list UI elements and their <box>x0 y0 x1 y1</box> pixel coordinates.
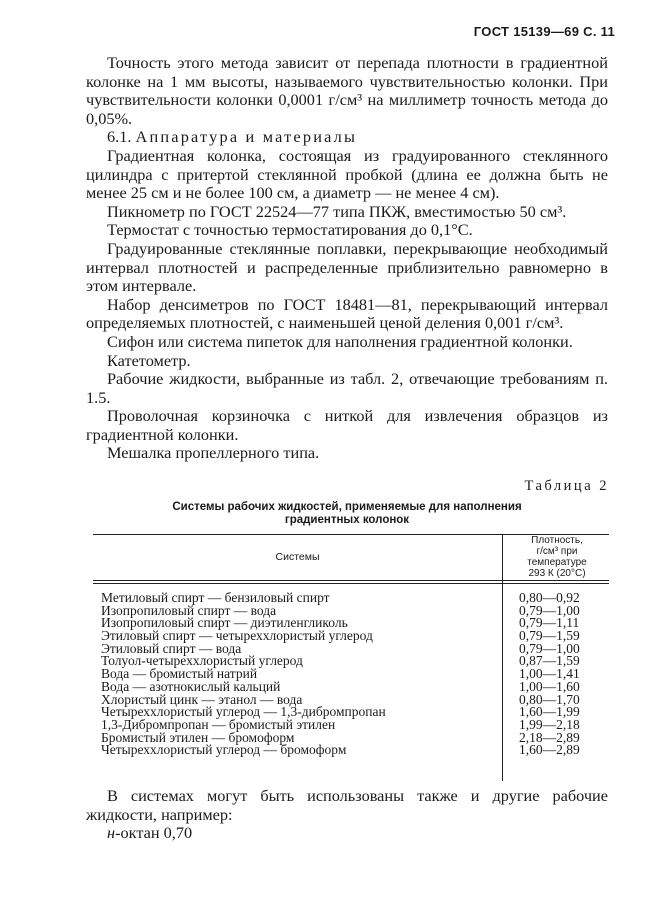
table-title-line: Системы рабочих жидкостей, применяемые для наполнения <box>172 501 522 513</box>
column-header-systems: Системы <box>275 551 320 563</box>
system-cell: Вода — бромистый натрий <box>101 666 258 682</box>
column-header-line: Плотность, <box>531 535 583 546</box>
density-cell: 1,99—2,18 <box>519 716 580 732</box>
list-item: Сифон или система пипеток для наполнения градиентной колонки. <box>107 331 573 351</box>
density-cell: 1,00—1,60 <box>519 678 580 694</box>
column-header-density <box>505 535 609 579</box>
density-cell: 0,80—0,92 <box>519 590 580 605</box>
section-heading <box>86 128 608 147</box>
density-cell: 0,87—1,59 <box>519 653 580 669</box>
system-cell: Четыреххлористый углерод — 1,3-дибромпропан <box>101 704 386 720</box>
list-item: Рабочие жидкости, выбранные из табл. 2, отвечающие требованиям п. 1.5. <box>86 369 608 407</box>
density-cell: 0,79—1,00 <box>519 640 580 656</box>
system-cell: Бромистый этилен — бромоформ <box>101 729 295 745</box>
section-title: Аппаратура и материалы <box>135 127 358 147</box>
list-item: Мешалка пропеллерного типа. <box>107 443 320 463</box>
paragraph: В системах могут быть использованы также и другие рабочие жидкости, например: <box>86 786 608 824</box>
list-item: Проволочная корзиночка с ниткой для извлечения образцов из градиентной колонки. <box>86 406 608 444</box>
table-title <box>86 501 608 527</box>
column-header-line: температуре <box>527 557 587 568</box>
table-row <box>101 744 609 757</box>
density-cell: 0,79—1,59 <box>519 628 580 644</box>
density-cell: 2,18—2,89 <box>519 729 580 745</box>
table-body <box>101 592 609 757</box>
system-cell: Метиловый спирт — бензиловый спирт <box>101 590 330 605</box>
example-italic: н <box>107 823 116 843</box>
list-item: Градиентная колонка, состоящая из градуированного стеклянного цилиндра с притертой стеклянной пробкой (длина ее должна быть не менее 25 см и не более 100 см, а диаметр — не менее 4 см). <box>86 145 608 203</box>
list-item: Катетометр. <box>107 350 191 370</box>
section-number: 6.1. <box>107 127 132 147</box>
density-cell: 1,00—1,41 <box>519 666 580 682</box>
systems-table <box>93 534 609 781</box>
page-header: ГОСТ 15139—69 С. 11 <box>473 24 615 39</box>
system-cell: Толуол-четыреххлористый углерод <box>101 653 303 669</box>
table-rule-header-double <box>93 583 609 584</box>
list-item: Термостат с точностью термостатирования до 0,1°С. <box>107 220 473 240</box>
table-title-line: градиентных колонок <box>284 514 410 526</box>
system-cell: Вода — азотнокислый кальций <box>101 678 281 694</box>
column-header-line: г/см³ при <box>536 546 578 557</box>
density-cell: 0,80—1,70 <box>519 691 580 707</box>
system-cell: 1,3-Дибромпропан — бромистый этилен <box>101 716 336 732</box>
example-line <box>86 824 608 843</box>
list-item: Пикнометр по ГОСТ 22524—77 типа ПКЖ, вместимостью 50 см³. <box>107 201 567 221</box>
density-cell: 1,60—2,89 <box>519 742 580 758</box>
list-item: Набор денсиметров по ГОСТ 18481—81, перекрывающий интервал определяемых плотностей, с наименьшей ценой деления 0,001 г/см³. <box>86 294 608 333</box>
table-label: Таблица 2 <box>524 478 609 494</box>
density-cell: 0,79—1,11 <box>519 615 580 631</box>
system-cell: Этиловый спирт — четыреххлористый углерод <box>101 628 373 644</box>
system-cell: Этиловый спирт — вода <box>101 640 242 656</box>
table-rule-header <box>93 580 609 581</box>
list-item: Градуированные стеклянные поплавки, перекрывающие необходимый интервал плотностей и распределенные приблизительно равномерно в этом интервале. <box>86 238 608 296</box>
closing-text <box>86 787 608 843</box>
system-cell: Четыреххлористый углерод — бромоформ <box>101 742 347 758</box>
system-cell: Изопропиловый спирт — вода <box>101 602 277 618</box>
system-cell: Хлористый цинк — этанол — вода <box>101 691 303 707</box>
body-text <box>86 54 608 463</box>
system-cell: Изопропиловый спирт — диэтиленгликоль <box>101 615 348 631</box>
density-cell: 0,79—1,00 <box>519 602 580 618</box>
paragraph: Точность этого метода зависит от перепада плотности в градиентной колонке на 1 мм высоты, называемого чувствительностью колонки. При чувствительности колонки 0,0001 г/см³ на миллиметр точность метода до 0,05%. <box>86 53 608 128</box>
density-cell: 1,60—1,99 <box>519 704 580 720</box>
column-header-line: 293 К (20°С) <box>528 568 586 579</box>
example-rest: -октан 0,70 <box>115 823 193 843</box>
